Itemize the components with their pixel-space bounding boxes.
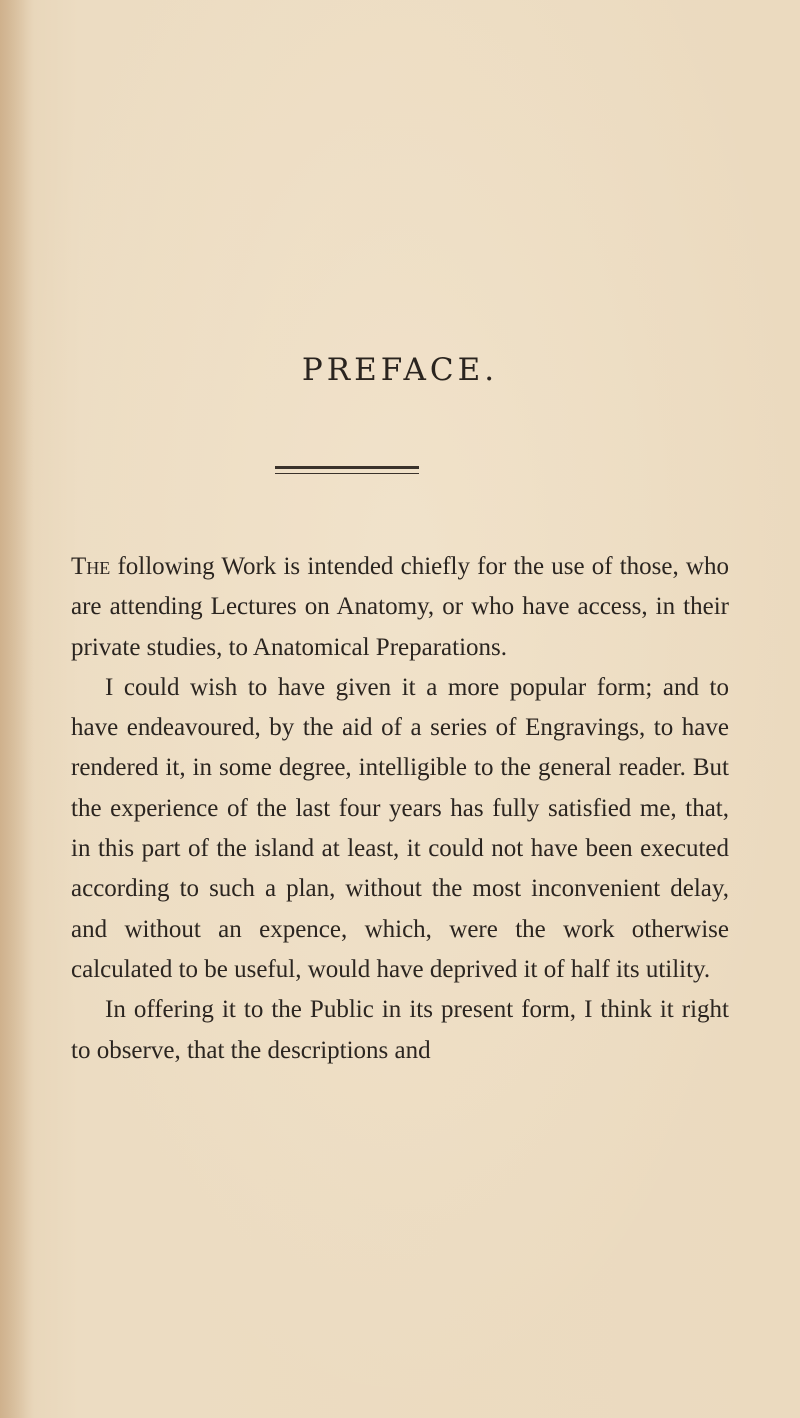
- title-rule-thick: [275, 466, 419, 469]
- paragraph-2-text: I could wish to have given it a more popular form; and to have endeavoured, by the aid of a series of Engravings, to have rendered it, in some degree, intelligible to the general reader. But the experience of the last four years has fully satisfied me, that, in this part of the island at least, it could not have been executed according to such a plan, without the most inconvenient delay, and without an expence, which, were the work otherwise calculated to be useful, would have deprived it of half its utility.: [71, 673, 729, 983]
- paragraph-2: [71, 668, 729, 990]
- paragraph-1: [71, 547, 729, 668]
- page-edge-stain: [0, 0, 34, 1418]
- preface-body: [71, 547, 729, 1071]
- paragraph-1-text: following Work is intended chiefly for the use of those, who are attending Lectures on Anatomy, or who have access, in their private studies, to Anatomical Preparations.: [71, 553, 729, 661]
- paragraph-3: [71, 990, 729, 1071]
- paragraph-3-text: In offering it to the Public in its present form, I think it right to observe, that the descriptions and: [71, 996, 729, 1064]
- title-rule: [275, 466, 419, 476]
- title-rule-thin: [275, 473, 419, 474]
- page-title: PREFACE.: [301, 352, 499, 388]
- paragraph-1-lead: The: [71, 553, 111, 580]
